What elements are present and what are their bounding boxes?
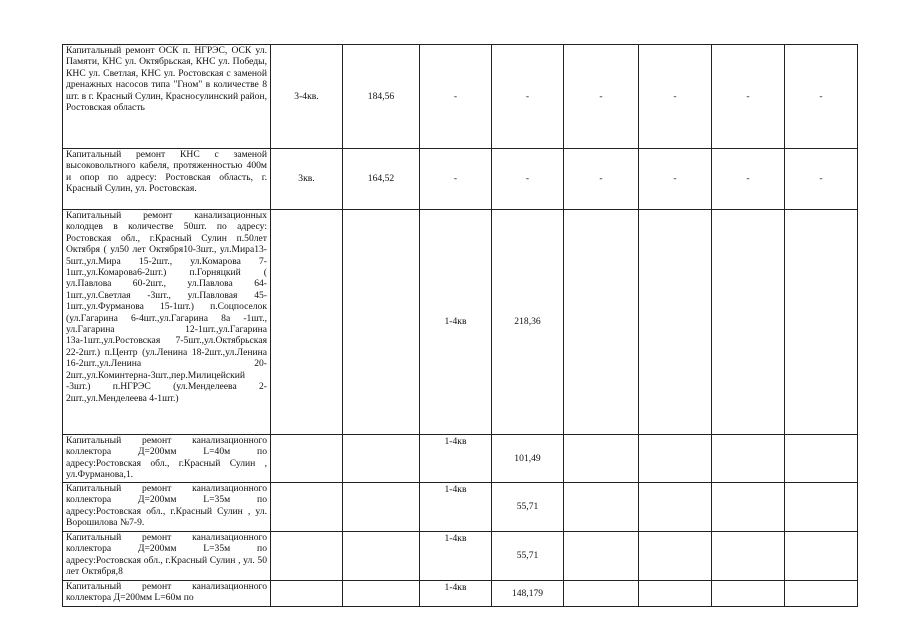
empty-cell [271,435,343,483]
work-description: Капитальный ремонт канализационного коллектора Д=200мм L=35м по адресу:Ростовская обл., г.Красный Сулин , ул. 50 лет Октября,8 [63,532,271,581]
empty-cell [785,532,858,581]
empty-cell [564,483,639,532]
work-description: Капитальный ремонт канализационного коллектора Д=200мм L=60м по [63,581,271,607]
empty-cell [343,581,420,607]
value-cell: - [639,45,712,149]
empty-cell [271,210,343,435]
empty-cell [271,532,343,581]
period-cell: 1-4кв [420,483,492,532]
empty-cell [343,532,420,581]
capital-repair-table [62,44,858,607]
empty-cell [712,210,785,435]
value-cell: - [785,149,858,210]
value-cell: - [420,45,492,149]
empty-cell [271,581,343,607]
empty-cell [639,532,712,581]
empty-cell [639,581,712,607]
value-cell: - [712,45,785,149]
empty-cell [343,435,420,483]
empty-cell [639,483,712,532]
empty-cell [785,435,858,483]
empty-cell [785,483,858,532]
table-row [63,149,858,210]
empty-cell [564,435,639,483]
value-cell: - [492,45,564,149]
amount-cell: 55,71 [492,483,564,532]
work-description: Капитальный ремонт канализационных колодцев в количестве 50шт. по адресу: Ростовская обл., г.Красный Сулин п.50лет Октября ( ул50 лет Октября10-3шт., ул.Мира13-5шт.,ул.Мира 15-2шт., ул.Комарова 7-1шт.,ул.Комарова6-2шт.) п.Горняцкий ( ул.Павлова 60-2шт., ул.Павлова 64-1шт.,ул.Светлая -3шт., ул.Павловая 45-1шт.,ул.Фурманова 15-1шт.) п.Соцпоселок (ул.Гагарина 6-4шт.,ул.Гагарина 8а -1шт., ул.Гагарина 12-1шт.,ул.Гагарина 13а-1шт.,ул.Ростовская 7-5шт.,ул.Октябрьская 22-2шт.) п.Центр (ул.Ленина 18-2шт.,ул.Ленина 16-2шт.,ул.Ленина 20-2шт.,ул.Коминтерна-3шт.,пер.Милицейский -3шт.) п.НГРЭС (ул.Менделеева 2-2шт.,ул.Менделеева 4-1шт.) [63,210,271,435]
value-cell: - [712,149,785,210]
amount-cell: 164,52 [343,149,420,210]
table-row [63,210,858,435]
empty-cell [271,483,343,532]
amount-cell: 101,49 [492,435,564,483]
amount-cell: 184,56 [343,45,420,149]
value-cell: - [785,45,858,149]
empty-cell [712,532,785,581]
value-cell: - [420,149,492,210]
value-cell: - [639,149,712,210]
empty-cell [564,210,639,435]
empty-cell [639,435,712,483]
table-row [63,532,858,581]
table-row [63,45,858,149]
value-cell: - [564,45,639,149]
work-description: Капитальный ремонт канализационного коллектора Д=200мм L=40м по адресу:Ростовская обл., г.Красный Сулин , ул.Фурманова,1. [63,435,271,483]
empty-cell [564,581,639,607]
table-row [63,581,858,607]
amount-cell: 148,179 [492,581,564,607]
period-cell: 3кв. [271,149,343,210]
empty-cell [564,532,639,581]
period-cell: 1-4кв [420,210,492,435]
amount-cell: 218,36 [492,210,564,435]
empty-cell [712,435,785,483]
amount-cell: 55,71 [492,532,564,581]
table-row [63,483,858,532]
empty-cell [785,581,858,607]
value-cell: - [564,149,639,210]
empty-cell [343,210,420,435]
period-cell: 3-4кв. [271,45,343,149]
value-cell: - [492,149,564,210]
period-cell: 1-4кв [420,435,492,483]
table-row [63,435,858,483]
empty-cell [343,483,420,532]
empty-cell [712,483,785,532]
period-cell: 1-4кв [420,532,492,581]
work-description: Капитальный ремонт КНС с заменой высоковольтного кабеля, протяженностью 400м и опор по адресу: Ростовская область, г. Красный Сулин, ул. Ростовская. [63,149,271,210]
empty-cell [785,210,858,435]
empty-cell [639,210,712,435]
work-description: Капитальный ремонт ОСК п. НГРЭС, ОСК ул. Памяти, КНС ул. Октябрьская, КНС ул. Победы, КНС ул. Светлая, КНС ул. Ростовская с заменой дренажных насосов типа "Гном" в количестве 8 шт. в г. Красный Сулин, Красносулинский район, Ростовская область [63,45,271,149]
empty-cell [712,581,785,607]
period-cell: 1-4кв [420,581,492,607]
work-description: Капитальный ремонт канализационного коллектора Д=200мм L=35м по адресу:Ростовская обл., г.Красный Сулин , ул. Ворошилова №7-9. [63,483,271,532]
